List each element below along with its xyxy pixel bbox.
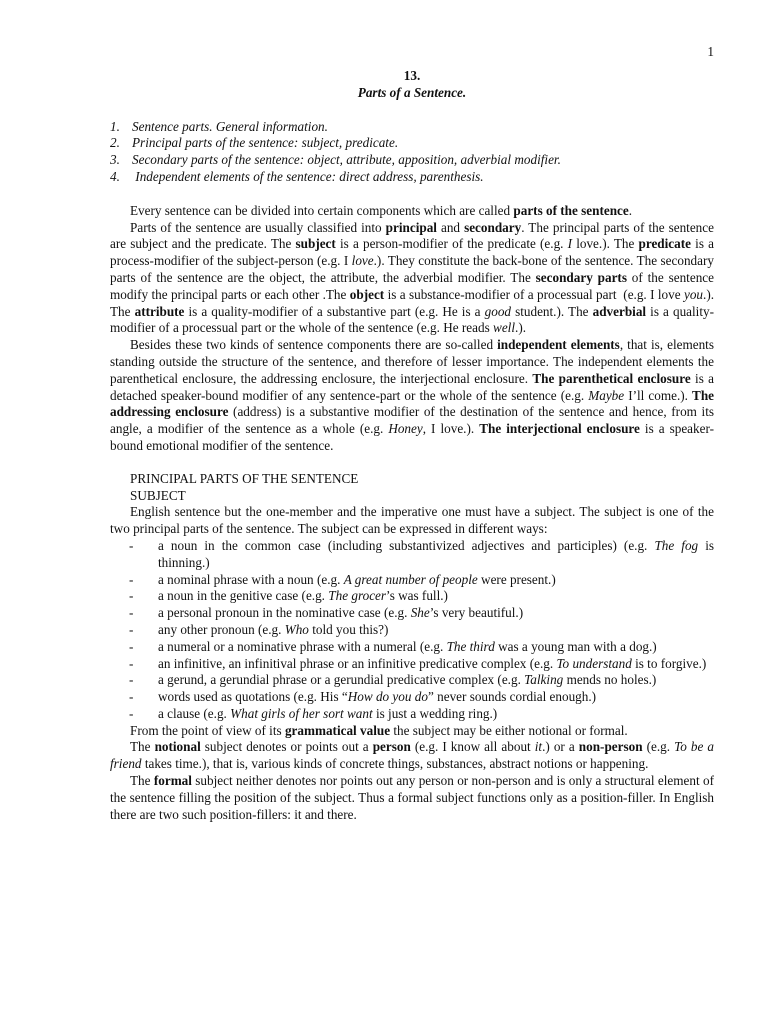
section-heading: PRINCIPAL PARTS OF THE SENTENCE xyxy=(130,470,359,486)
list-item: - a nominal phrase with a noun (e.g. A great number of people were present.) xyxy=(129,571,556,587)
outline-text: Independent elements of the sentence: direct address, parenthesis. xyxy=(132,168,484,184)
outline-number: 2. xyxy=(110,135,120,151)
notional-subject-paragraph: The notional subject denotes or points out a person (e.g. I know all about it.) or a non-person (e.g. To be a friend takes time.), that is, various kinds of concrete things, substances, abstract notions or happening. xyxy=(110,739,714,772)
outline-number: 1. xyxy=(110,118,120,134)
outline-number: 4. xyxy=(110,168,120,184)
chapter-title: Parts of a Sentence. xyxy=(357,84,467,100)
grammatical-value-paragraph: From the point of view of its grammatical value the subject may be either notional or formal. xyxy=(130,722,628,738)
principal-secondary-paragraph: Parts of the sentence are usually classified into principal and secondary. The principal parts of the sentence are subject and the predicate. The subject is a person-modifier of the predicate (e.g. I love.). The predicate is a process-modifier of the subject-person (e.g. I love.). They constitute the back-bone of the sentence. The secondary parts of the sentence are the object, the attribute, the adverbial modifier. The secondary parts of the sentence modify the principal parts or each other .The object is a substance-modifier of a processual part (e.g. I love you.). The attribute is a quality-modifier of a substantive part (e.g. He is a good student.). The adverbial is a quality-modifier of a processual part or the whole of the sentence (e.g. He reads well.). xyxy=(110,219,715,336)
list-item: - any other pronoun (e.g. Who told you this?) xyxy=(129,621,389,637)
chapter-number: 13. xyxy=(403,68,421,83)
subsection-heading: SUBJECT xyxy=(130,487,186,503)
intro-paragraph: Every sentence can be divided into certain components which are called parts of the sentence. xyxy=(130,202,633,218)
list-item: - a noun in the genitive case (e.g. The grocer’s was full.) xyxy=(129,588,448,604)
outline-item xyxy=(110,152,714,169)
outline-item xyxy=(110,135,714,152)
list-item: - an infinitive, an infinitival phrase or an infinitive predicative complex (e.g. To understand is to forgive.) xyxy=(129,655,707,671)
subject-forms-list xyxy=(110,538,714,723)
list-item: - a gerund, a gerundial phrase or a gerundial predicative complex (e.g. Talking mends no holes.) xyxy=(129,672,657,688)
outline-item xyxy=(110,169,714,186)
list-item: - words used as quotations (e.g. His “How do you do” never sounds cordial enough.) xyxy=(129,689,597,705)
formal-subject-paragraph: The formal subject neither denotes nor points out any person or non-person and is only a structural element of the sentence filling the position of the subject. Thus a formal subject functions only as a position-filler. In English there are two such position-fillers: it and there. xyxy=(110,773,714,822)
page-content xyxy=(110,68,714,823)
list-item: - a noun in the common case (including substantivized adjectives and participles) (e.g. The fog is thinning.) xyxy=(129,537,715,570)
outline-list xyxy=(110,119,714,186)
outline-item xyxy=(110,119,714,136)
outline-text: Secondary parts of the sentence: object, attribute, apposition, adverbial modifier. xyxy=(132,152,561,168)
list-item: - a personal pronoun in the nominative case (e.g. She’s very beautiful.) xyxy=(129,605,524,621)
list-item: - a clause (e.g. What girls of her sort want is just a wedding ring.) xyxy=(129,705,498,721)
list-item: - a numeral or a nominative phrase with a numeral (e.g. The third was a young man with a dog.) xyxy=(129,638,657,654)
body-text xyxy=(110,203,714,824)
outline-number: 3. xyxy=(110,152,120,168)
independent-elements-paragraph: Besides these two kinds of sentence components there are so-called independent elements, that is, elements standing outside the structure of the sentence, and therefore of lesser importance. The independent elements the parenthetical enclosure, the addressing enclosure, the interjectional enclosure. The parenthetical enclosure is a detached speaker-bound modifier of any sentence-part or the whole of the sentence (e.g. Maybe I’ll come.). The addressing enclosure (address) is a substantive modifier of the destination of the sentence and hence, from its angle, a modifier of the sentence as a whole (e.g. Honey, I love.). The interjectional enclosure is a speaker-bound emotional modifier of the sentence. xyxy=(110,337,715,453)
outline-text: Principal parts of the sentence: subject, predicate. xyxy=(132,135,399,151)
outline-text: Sentence parts. General information. xyxy=(132,118,328,134)
page-number: 1 xyxy=(707,44,714,59)
subject-intro-paragraph: English sentence but the one-member and the imperative one must have a subject. The subject is one of the two principal parts of the sentence. The subject can be expressed in different ways: xyxy=(110,504,714,537)
